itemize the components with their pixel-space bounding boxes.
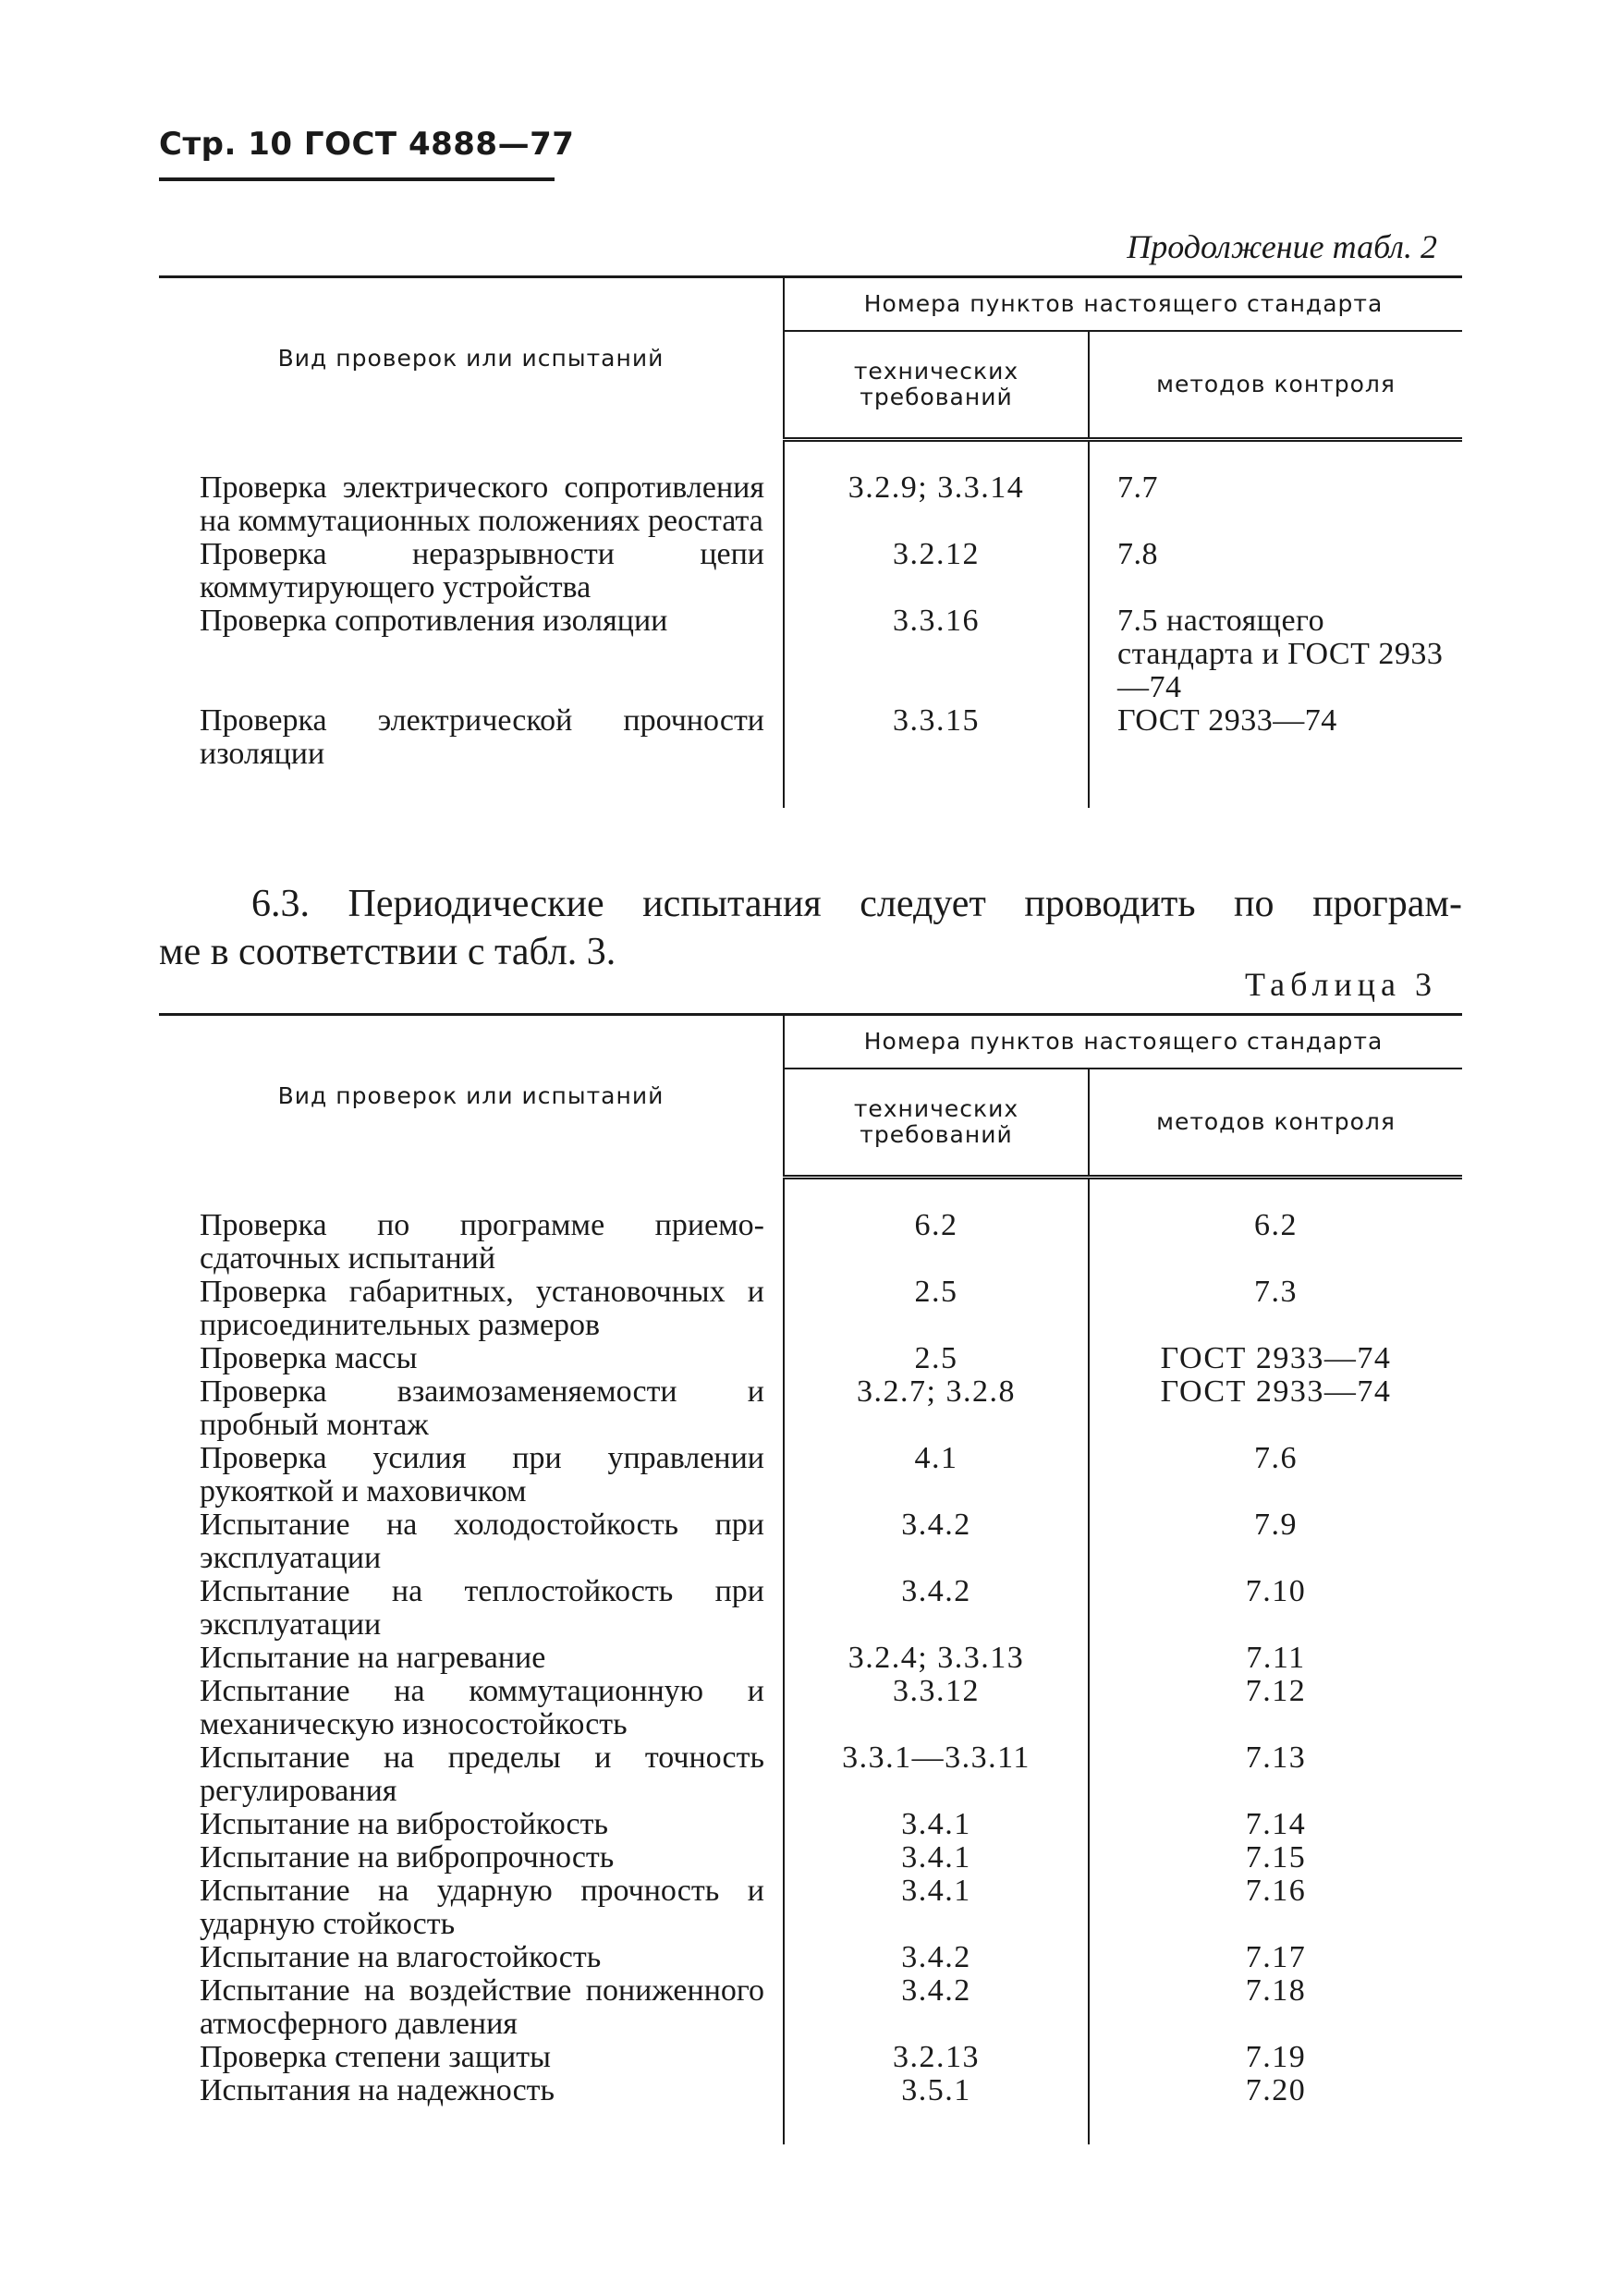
row-methods-cell-text: 7.17 [1245, 1940, 1307, 1974]
row-name-cell-text: Испытание на воздействие пониженного атмосферного давления [200, 1973, 764, 2041]
row-name-cell [159, 1342, 784, 1375]
row-name-cell-text: Проверка электрического сопротивления на коммутационных положениях реостата [200, 470, 764, 538]
table-row [159, 2074, 1462, 2107]
row-tech-cell [784, 1209, 1089, 1276]
table-row [159, 605, 1462, 704]
row-methods-cell-text: 7.20 [1245, 2073, 1307, 2107]
table3-header-group: Номера пунктов настоящего стандарта [784, 1015, 1462, 1069]
row-methods-cell [1089, 1808, 1462, 1841]
table-3 [159, 1013, 1462, 2144]
row-methods-cell-text: 7.18 [1245, 1973, 1307, 2008]
row-methods-cell-text: 7.8 [1117, 537, 1158, 571]
table3-header-methods: методов контроля [1089, 1069, 1462, 1178]
paragraph-line-1: 6.3. Периодические испытания следует проводить по програм- [251, 883, 1462, 925]
row-tech-cell-text: 3.3.1—3.3.11 [842, 1740, 1031, 1775]
row-methods-cell-text: ГОСТ 2933—74 [1160, 1341, 1392, 1375]
table-row [159, 704, 1462, 771]
row-tech-cell [784, 1575, 1089, 1642]
table-tail [159, 771, 1462, 808]
row-name-cell [159, 1442, 784, 1508]
row-methods-cell-text: 7.19 [1245, 2040, 1307, 2074]
row-tech-cell-text: 3.3.12 [893, 1674, 980, 1708]
row-tech-cell-text: 3.3.15 [893, 703, 980, 738]
table-row [159, 1875, 1462, 1941]
row-name-cell [159, 1642, 784, 1675]
row-name-cell [159, 1575, 784, 1642]
row-name-cell [159, 471, 784, 538]
row-tech-cell-text: 3.4.2 [901, 1508, 971, 1542]
row-tech-cell [784, 1941, 1089, 1974]
paragraph-6-3 [159, 880, 1462, 976]
table-2 [159, 275, 1462, 808]
row-methods-cell [1089, 1508, 1462, 1575]
row-tech-cell [784, 1375, 1089, 1442]
row-name-cell-text: Проверка электрической прочности изоляции [200, 703, 764, 771]
row-methods-cell-text: 7.7 [1117, 470, 1158, 505]
row-tech-cell [784, 1875, 1089, 1941]
table-row [159, 538, 1462, 605]
table-row [159, 1276, 1462, 1342]
row-tech-cell-text: 3.5.1 [901, 2073, 971, 2107]
row-name-cell [159, 1209, 784, 1276]
header-rule [159, 177, 555, 181]
row-name-cell-text: Проверка сопротивления изоляции [200, 604, 668, 638]
row-methods-cell-text: ГОСТ 2933—74 [1160, 1374, 1392, 1409]
row-methods-cell-text: 7.9 [1254, 1508, 1298, 1542]
row-methods-cell-text: 6.2 [1254, 1208, 1298, 1242]
row-tech-cell-text: 3.2.12 [893, 537, 980, 571]
row-name-cell [159, 1974, 784, 2041]
row-tech-cell [784, 1508, 1089, 1575]
row-methods-cell [1089, 1342, 1462, 1375]
row-tech-cell-text: 3.2.4; 3.3.13 [848, 1641, 1025, 1675]
row-tech-cell [784, 1808, 1089, 1841]
row-name-cell [159, 1375, 784, 1442]
table-row [159, 1808, 1462, 1841]
row-name-cell-text: Испытание на пределы и точность регулирования [200, 1740, 764, 1808]
row-methods-cell-text: ГОСТ 2933—74 [1117, 703, 1337, 738]
table-row [159, 1642, 1462, 1675]
table-row [159, 471, 1462, 538]
row-tech-cell [784, 1741, 1089, 1808]
row-name-cell [159, 1675, 784, 1741]
row-methods-cell-text: 7.13 [1245, 1740, 1307, 1775]
row-name-cell-text: Испытание на влагостойкость [200, 1940, 602, 1974]
row-name-cell [159, 2041, 784, 2074]
row-tech-cell-text: 3.2.9; 3.3.14 [848, 470, 1025, 505]
table3-caption: Таблица 3 [1245, 966, 1437, 1003]
row-name-cell [159, 1276, 784, 1342]
row-name-cell-text: Испытание на коммутационную и механическую износостойкость [200, 1674, 764, 1741]
row-methods-cell [1089, 1442, 1462, 1508]
table-row [159, 1508, 1462, 1575]
row-methods-cell-text: 7.5 настоящего стандарта и ГОСТ 2933—74 [1117, 604, 1444, 704]
row-tech-cell [784, 538, 1089, 605]
row-methods-cell [1089, 2041, 1462, 2074]
row-name-cell [159, 1841, 784, 1875]
table-row [159, 1342, 1462, 1375]
row-tech-cell [784, 1276, 1089, 1342]
row-tech-cell [784, 1342, 1089, 1375]
row-tech-cell-text: 2.5 [914, 1341, 958, 1375]
row-methods-cell [1089, 1209, 1462, 1276]
row-methods-cell-text: 7.16 [1245, 1874, 1307, 1908]
row-tech-cell-text: 3.4.2 [901, 1940, 971, 1974]
row-name-cell [159, 1508, 784, 1575]
table2-header-group: Номера пунктов настоящего стандарта [784, 277, 1462, 332]
row-methods-cell [1089, 1375, 1462, 1442]
table-row [159, 1841, 1462, 1875]
row-tech-cell [784, 1841, 1089, 1875]
row-name-cell-text: Испытание на вибростойкость [200, 1807, 608, 1841]
row-name-cell-text: Испытание на нагревание [200, 1641, 546, 1675]
row-name-cell-text: Испытание на теплостойкость при эксплуатации [200, 1574, 764, 1642]
row-methods-cell [1089, 704, 1462, 771]
table-row [159, 1209, 1462, 1276]
row-name-cell [159, 1808, 784, 1841]
row-name-cell-text: Проверка степени защиты [200, 2040, 551, 2074]
row-methods-cell [1089, 1642, 1462, 1675]
row-name-cell-text: Проверка по программе приемо-сдаточных испытаний [200, 1208, 764, 1276]
row-methods-cell [1089, 1575, 1462, 1642]
row-tech-cell-text: 4.1 [914, 1441, 958, 1475]
row-name-cell [159, 1875, 784, 1941]
row-name-cell-text: Испытание на ударную прочность и ударную стойкость [200, 1874, 764, 1941]
row-methods-cell-text: 7.15 [1245, 1840, 1307, 1875]
table2-header-methods: методов контроля [1089, 331, 1462, 440]
table-tail [159, 2107, 1462, 2144]
row-methods-cell [1089, 1941, 1462, 1974]
row-tech-cell-text: 3.4.2 [901, 1973, 971, 2008]
table-row [159, 1741, 1462, 1808]
table-row [159, 1941, 1462, 1974]
row-tech-cell [784, 704, 1089, 771]
row-methods-cell [1089, 1741, 1462, 1808]
row-tech-cell [784, 1974, 1089, 2041]
row-methods-cell-text: 7.14 [1245, 1807, 1307, 1841]
table2-header-tech: технических требований [784, 331, 1089, 440]
table2-header-vid: Вид проверок или испытаний [159, 277, 784, 440]
row-methods-cell [1089, 1276, 1462, 1342]
row-name-cell [159, 1941, 784, 1974]
row-tech-cell [784, 605, 1089, 704]
row-methods-cell-text: 7.11 [1246, 1641, 1306, 1675]
row-tech-cell-text: 3.4.1 [901, 1840, 971, 1875]
table-row [159, 1675, 1462, 1741]
row-tech-cell-text: 2.5 [914, 1275, 958, 1309]
row-methods-cell [1089, 2074, 1462, 2107]
row-methods-cell [1089, 605, 1462, 704]
row-methods-cell [1089, 1675, 1462, 1741]
row-name-cell-text: Проверка массы [200, 1341, 418, 1375]
row-name-cell-text: Проверка неразрывности цепи коммутирующего устройства [200, 537, 764, 605]
table-row [159, 2041, 1462, 2074]
row-methods-cell [1089, 1841, 1462, 1875]
row-tech-cell [784, 471, 1089, 538]
table-row [159, 1442, 1462, 1508]
row-name-cell [159, 2074, 784, 2107]
row-tech-cell-text: 3.4.2 [901, 1574, 971, 1608]
row-tech-cell [784, 1642, 1089, 1675]
row-tech-cell-text: 3.2.7; 3.2.8 [857, 1374, 1016, 1409]
paragraph-line-2: ме в соответствии с табл. 3. [159, 931, 616, 973]
row-name-cell-text: Проверка взаимозаменяемости и пробный монтаж [200, 1374, 764, 1442]
table2-body [159, 440, 1462, 809]
table3-header-vid: Вид проверок или испытаний [159, 1015, 784, 1178]
row-methods-cell-text: 7.3 [1254, 1275, 1298, 1309]
row-methods-cell [1089, 1974, 1462, 2041]
row-methods-cell-text: 7.6 [1254, 1441, 1298, 1475]
row-methods-cell-text: 7.12 [1245, 1674, 1307, 1708]
row-tech-cell [784, 2074, 1089, 2107]
row-name-cell-text: Испытание на холодостойкость при эксплуатации [200, 1508, 764, 1575]
row-name-cell [159, 605, 784, 704]
table-row [159, 1575, 1462, 1642]
row-tech-cell-text: 3.2.13 [893, 2040, 980, 2074]
table-row [159, 1375, 1462, 1442]
row-name-cell-text: Испытание на вибропрочность [200, 1840, 615, 1875]
row-tech-cell [784, 2041, 1089, 2074]
row-methods-cell [1089, 471, 1462, 538]
row-methods-cell-text: 7.10 [1245, 1574, 1307, 1608]
row-tech-cell-text: 3.3.16 [893, 604, 980, 638]
row-name-cell [159, 704, 784, 771]
row-methods-cell [1089, 538, 1462, 605]
row-tech-cell-text: 6.2 [914, 1208, 958, 1242]
table3-header-tech: технических требований [784, 1069, 1089, 1178]
page-header: Стр. 10 ГОСТ 4888—77 [159, 126, 575, 163]
row-name-cell-text: Проверка усилия при управлении рукояткой и маховичком [200, 1441, 764, 1508]
row-name-cell-text: Проверка габаритных, установочных и присоединительных размеров [200, 1275, 764, 1342]
row-name-cell [159, 1741, 784, 1808]
row-tech-cell-text: 3.4.1 [901, 1874, 971, 1908]
table-row [159, 1974, 1462, 2041]
row-tech-cell [784, 1675, 1089, 1741]
table2-continuation-label: Продолжение табл. 2 [1127, 228, 1437, 265]
row-name-cell [159, 538, 784, 605]
row-methods-cell [1089, 1875, 1462, 1941]
table3-body [159, 1178, 1462, 2145]
row-tech-cell [784, 1442, 1089, 1508]
row-name-cell-text: Испытания на надежность [200, 2073, 555, 2107]
row-tech-cell-text: 3.4.1 [901, 1807, 971, 1841]
